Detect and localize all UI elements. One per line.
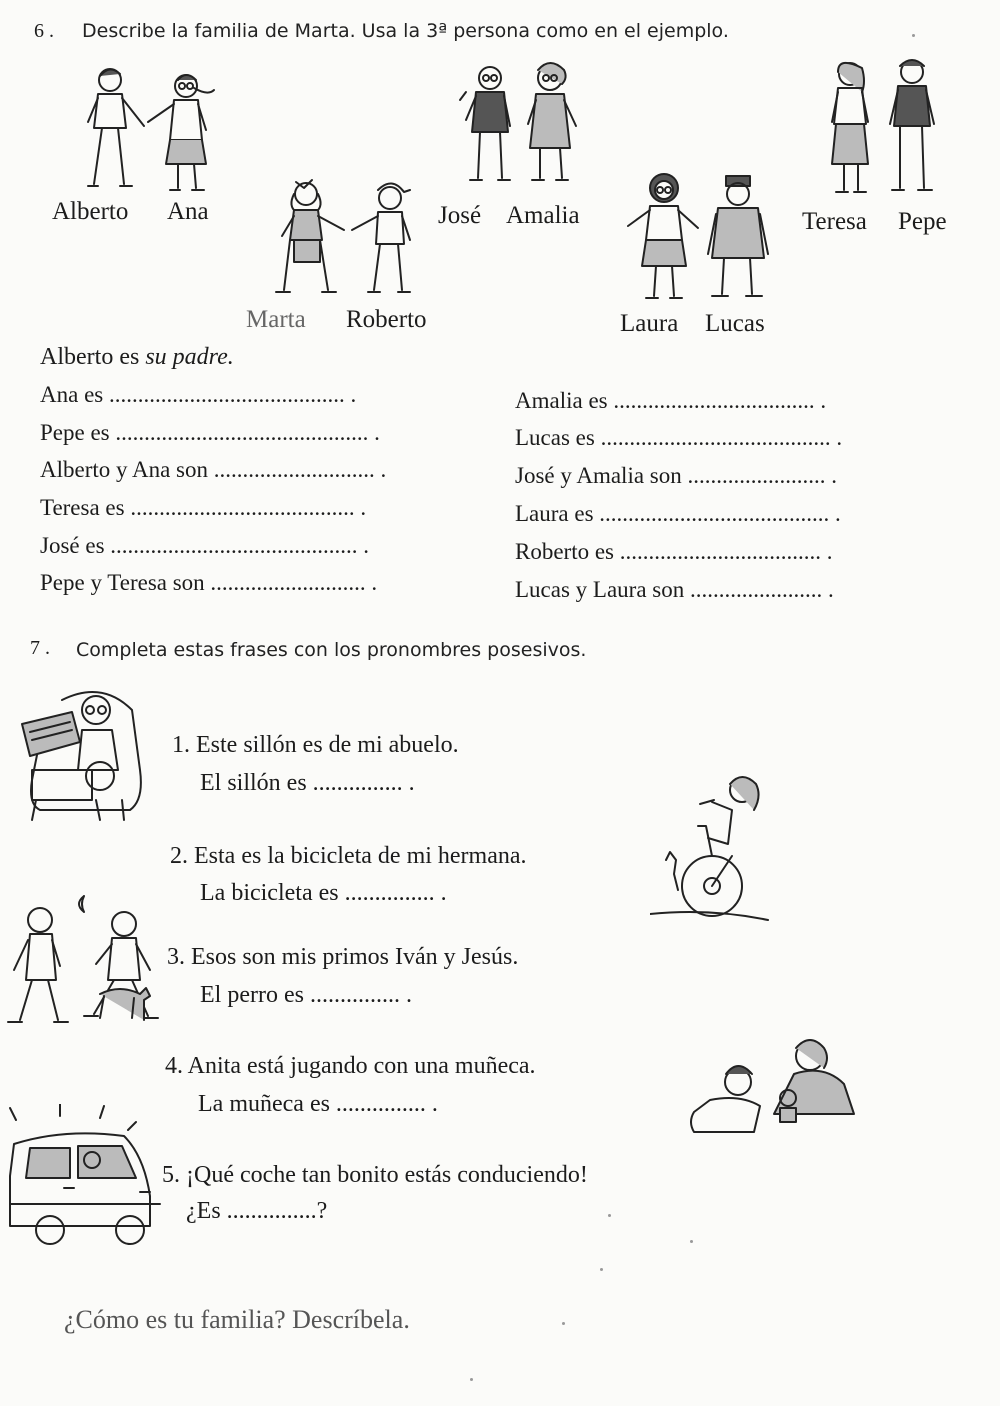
teresa-pepe-illustration [818,58,948,198]
item-5-sentence: 5. ¡Qué coche tan bonito estás conduciendo! [162,1162,588,1188]
right-prompt-2[interactable]: Lucas es ........................................ . [515,425,843,450]
name-jose: José [438,202,482,229]
name-amalia: Amalia [506,202,580,229]
left-prompt-6[interactable]: Pepe y Teresa son ........................... . [40,570,378,595]
right-prompt-1[interactable]: Amalia es ................................... . [515,388,827,413]
example-subject: Alberto es [40,344,146,370]
left-prompt-3[interactable]: Alberto y Ana son ............................ . [40,457,387,482]
name-pepe: Pepe [898,208,947,235]
exercise-6-instructions: Describe la familia de Marta. Usa la 3ª persona como en el ejemplo. [82,20,729,42]
anita-doll-illustration [690,1034,860,1144]
item-2-prompt[interactable]: La bicicleta es ............... . [200,880,447,906]
left-prompt-5[interactable]: José es ........................................... . [40,533,370,558]
car-illustration [0,1104,170,1254]
name-lucas: Lucas [705,310,765,337]
example-sentence [40,344,234,371]
right-prompt-4[interactable]: Laura es ........................................ . [515,501,841,526]
item-4-sentence: 4. Anita está jugando con una muñeca. [165,1053,536,1079]
item-5-prompt[interactable]: ¿Es ...............? [186,1198,328,1224]
left-prompt-2[interactable]: Pepe es ............................................ . [40,420,380,445]
exercise-7-instructions: Completa estas frases con los pronombres posesivos. [76,639,587,661]
laura-lucas-illustration [620,170,780,306]
name-marta: Marta [246,306,306,333]
right-prompt-3[interactable]: José y Amalia son ........................ . [515,463,837,488]
right-prompt-5[interactable]: Roberto es ................................... . [515,539,833,564]
right-prompt-6[interactable]: Lucas y Laura son ....................... . [515,577,834,602]
name-ana: Ana [167,198,209,225]
marta-roberto-illustration [272,176,422,300]
closing-question: ¿Cómo es tu familia? Descríbela. [64,1305,410,1334]
example-answer: su padre. [145,344,234,370]
item-2-sentence: 2. Esta es la bicicleta de mi hermana. [170,843,527,869]
exercise-6-number: 6 . [34,20,54,42]
jose-amalia-illustration [456,60,586,190]
item-4-prompt[interactable]: La muñeca es ............... . [198,1091,438,1117]
name-teresa: Teresa [802,208,867,235]
item-1-prompt[interactable]: El sillón es ............... . [200,770,415,796]
left-prompt-4[interactable]: Teresa es ....................................... . [40,495,367,520]
item-1-sentence: 1. Este sillón es de mi abuelo. [172,732,459,758]
cousins-dog-illustration [4,890,174,1030]
left-prompt-1[interactable]: Ana es ......................................... . [40,382,357,407]
alberto-ana-illustration [78,64,218,200]
name-alberto: Alberto [52,198,129,225]
grandfather-armchair-illustration [12,680,152,830]
sister-bicycle-illustration [650,770,770,930]
item-3-sentence: 3. Esos son mis primos Iván y Jesús. [167,944,519,970]
name-laura: Laura [620,310,679,337]
name-roberto: Roberto [346,306,427,333]
exercise-7-number: 7 . [30,637,50,659]
item-3-prompt[interactable]: El perro es ............... . [200,982,412,1008]
